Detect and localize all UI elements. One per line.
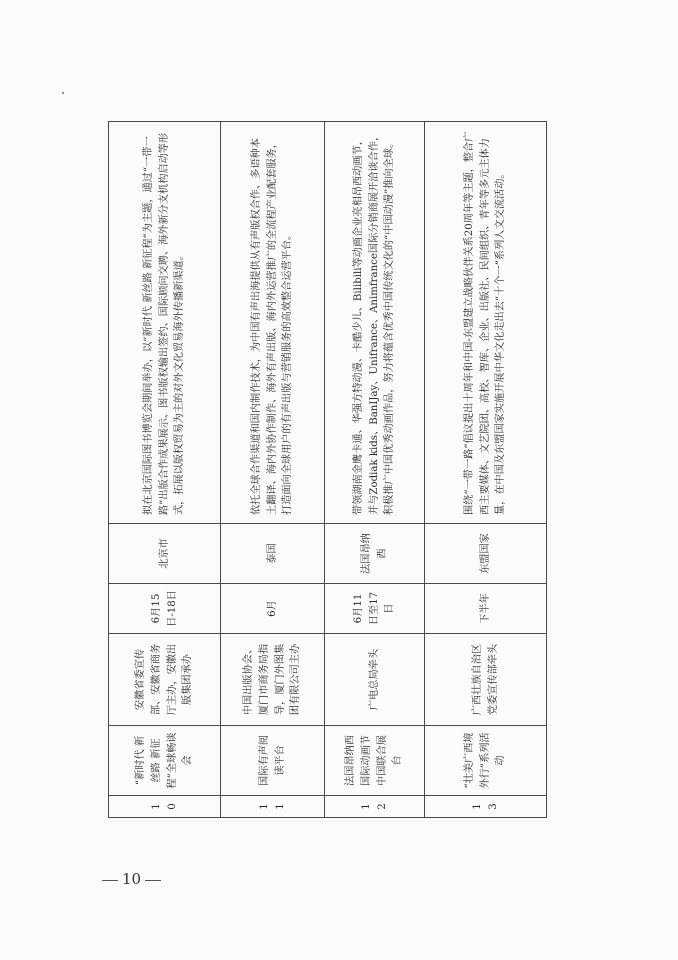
time: 6月15日-18日	[109, 584, 221, 634]
place: 北京市	[109, 524, 221, 584]
time: 6月11日至17日	[325, 584, 425, 634]
time: 下半年	[425, 584, 547, 634]
activity-name: 法国昂纳西国际动画节中国联合展台	[325, 726, 425, 796]
activity-name: “新时代 新丝路 新征程”全球畅谈会	[109, 726, 221, 796]
table-row	[425, 122, 547, 818]
place: 东盟国家	[425, 524, 547, 584]
page-number	[98, 870, 165, 888]
organizer: 广电总局牵头	[325, 634, 425, 726]
table-row	[109, 122, 221, 818]
activity-name: 国际有声阅读平台	[221, 726, 325, 796]
activity-name: “壮美广西境外行”系列活动	[425, 726, 547, 796]
table-row	[325, 122, 425, 818]
row-number: 10	[109, 796, 221, 818]
time: 6月	[221, 584, 325, 634]
organizer: 安徽省委宣传部、安徽省商务厅主办，安徽出版集团承办	[109, 634, 221, 726]
row-number: 12	[325, 796, 425, 818]
organizer: 中国出版协会、厦门市商务局指导，厦门外图集团有限公司主办	[221, 634, 325, 726]
place: 泰国	[221, 524, 325, 584]
description: 依托全球合作渠道和国内制作技术，为中国有声出海提供从有声版权合作、多语种本土翻译、海内外协作制作、海外有声出版、海内外运营推广的全流程产业配套服务，打造面向全球用户的有声出版与营销服务的高效整合运营平台。	[221, 122, 325, 524]
organizer: 广西壮族自治区党委宣传部牵头	[425, 634, 547, 726]
description: 围绕“一带一路”倡议提出十周年和中国-东盟建立战略伙伴关系20周年等主题，整合广西主要媒体、文艺院团、高校、智库、企业、出版社、民间组织、青年等多元主体力量，在中国及东盟国家实施开展中华文化走出去“十个一”系列人文交流活动。	[425, 122, 547, 524]
row-number: 11	[221, 796, 325, 818]
row-number: 13	[425, 796, 547, 818]
rotated-table-container	[108, 122, 546, 818]
activity-table	[108, 121, 547, 818]
scan-speck	[62, 92, 64, 94]
place: 法国昂纳西	[325, 524, 425, 584]
description: 拟在北京国际图书博览会期间举办，以“新时代 新丝路 新征程”为主题，通过“一带一路”出版合作成果展示、图书版权输出签约、国际顾问交聘、海外新分支机构启动等形式，拓展以版权贸易为主的对外文化贸易海外传播新渠道。	[109, 122, 221, 524]
table-row	[221, 122, 325, 818]
page-number-text: 10	[122, 870, 142, 888]
description: 带领湖南金鹰卡通、华强方特动漫、卡酷少儿、Bilibili等动画企业亮相昂西动画节，并与Zodiak kids、BanIJay、Unifrance、Animfrance国际分销商展开洽谈合作，积极推广中国优秀动画作品，努力将蕴含优秀中国传统文化的“中国动漫”推向全球。	[325, 122, 425, 524]
